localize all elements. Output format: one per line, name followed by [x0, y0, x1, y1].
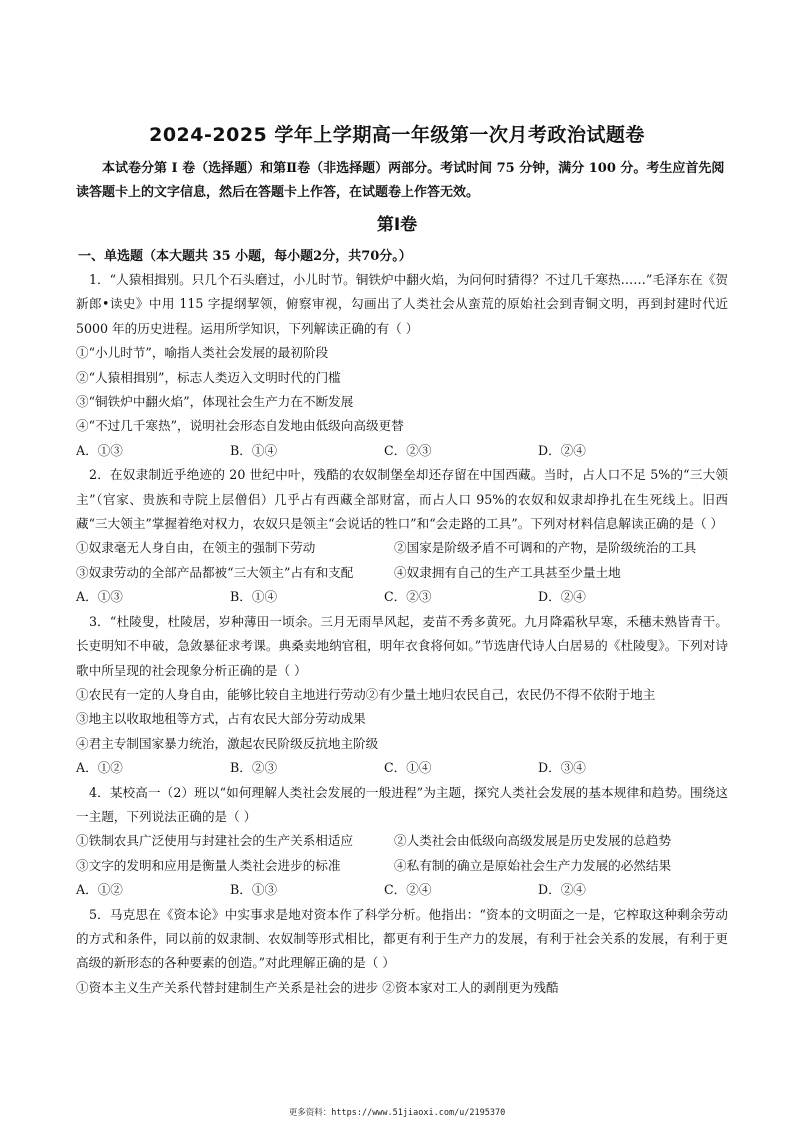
- option-line: ②国家是阶级矛盾不可调和的产物，是阶级统治的工具: [394, 540, 697, 556]
- option-line: ④私有制的确立是原始社会生产力发展的必然结果: [394, 857, 672, 873]
- question-1: [76, 268, 728, 463]
- option-line: ③“铜铁炉中翻火焰”，体现社会生产力在不断发展: [76, 394, 354, 410]
- choice-a: A．①②: [76, 760, 123, 776]
- footer-link-text: 更多资料：https://www.51jiaoxi.com/u/2195370: [288, 1108, 506, 1118]
- option-line: ④“不过几千寒热”，说明社会形态自发地由低级向高级更替: [76, 418, 404, 434]
- choice-c: C．②③: [384, 589, 432, 605]
- choice-a: A．①③: [76, 589, 123, 605]
- choice-a: A．①②: [76, 882, 123, 898]
- answer-choices: [76, 878, 728, 902]
- option-line: ①铁制农具广泛使用与封建社会的生产关系相适应: [76, 833, 354, 849]
- option-line: ②“人猿相揖别”，标志人类迈入文明时代的门槛: [76, 369, 341, 385]
- answer-choices: [76, 439, 728, 463]
- option-line: ③奴隶劳动的全部产品都被“三大领主”占有和支配: [76, 564, 354, 580]
- answer-choices: [76, 585, 728, 609]
- choice-d: D．②④: [538, 882, 586, 898]
- choice-b: B．②③: [230, 760, 278, 776]
- choice-b: B．①③: [230, 882, 278, 898]
- question-2: [76, 463, 728, 609]
- question-3: [76, 610, 728, 781]
- option-row: [76, 536, 728, 560]
- option-line: ③文字的发明和应用是衡量人类社会进步的标准: [76, 857, 341, 873]
- question-4: [76, 781, 728, 903]
- choice-c: C．①④: [384, 760, 432, 776]
- question-5: [76, 903, 728, 1001]
- question-stem: 3．“杜陵叟，杜陵居，岁种薄田一顷余。三月无雨旱风起，麦苗不秀多黄死。九月降霜秋早寒，禾穗未熟皆青干。长吏明知不申破，急敛暴征求考课。典桑卖地纳官租，明年衣食将何如。”节选唐代诗人白居易的《杜陵叟》。下列对诗歌中所呈现的社会现象分析正确的是（ ）: [76, 613, 728, 678]
- choice-d: D．③④: [538, 760, 586, 776]
- section-heading: 一、单选题（本大题共 35 小题，每小题2分，共70分。）: [78, 249, 412, 264]
- question-stem: 5．马克思在《资本论》中实事求是地对资本作了科学分析。他指出：“资本的文明面之一是，它榨取这种剩余劳动的方式和条件，同以前的奴隶制、农奴制等形式相比，都更有利于生产力的发展，有利于社会关系的发展，有利于更高级的新形态的各种要素的创造。”对此理解正确的是（ ）: [76, 906, 728, 971]
- choice-b: B．①④: [230, 442, 278, 458]
- option-row: [76, 854, 728, 878]
- choice-d: D．②④: [538, 442, 586, 458]
- choice-d: D．②④: [538, 589, 586, 605]
- question-stem: 1．“人猿相揖别。只几个石头磨过，小儿时节。铜铁炉中翻火焰，为问何时猜得？不过几千寒热……”毛泽东在《贺新郎•读史》中用 115 字提纲挈领，俯察审视，勾画出了人类社会从蛮荒的原始社会到青铜文明，再到封建时代近 5000 年的历史进程。运用所学知识，下列解读正确的有（ ）: [76, 272, 728, 336]
- option-line: ①农民有一定的人身自由，能够比较自主地进行劳动②有少量土地归农民自己，农民仍不得不依附于地主: [76, 686, 656, 702]
- option-line: ①资本主义生产关系代替封建制生产关系是社会的进步 ②资本家对工人的剥削更为残酷: [76, 979, 559, 995]
- choice-b: B．①④: [230, 589, 278, 605]
- volume-heading: 第Ⅰ卷: [376, 215, 418, 235]
- question-stem: 4．某校高一（2）班以“如何理解人类社会发展的一般进程”为主题，探究人类社会发展的基本规律和趋势。围绕这一主题，下列说法正确的是（ ）: [76, 784, 728, 824]
- option-line: ②人类社会由低级向高级发展是历史发展的总趋势: [394, 833, 672, 849]
- option-line: ④君主专制国家暴力统治，激起农民阶级反抗地主阶级: [76, 735, 379, 751]
- option-line: ④奴隶拥有自己的生产工具甚至少量土地: [394, 564, 621, 580]
- exam-instructions: 本试卷分第 I 卷（选择题）和第Ⅱ卷（非选择题）两部分。考试时间 75 分钟，满分 100 分。考生应首先阅读答题卡上的文字信息，然后在答题卡上作答，在试题卷上作答无效。: [76, 161, 725, 200]
- option-row: [76, 829, 728, 853]
- option-line: ①“小儿时节”，喻指人类社会发展的最初阶段: [76, 345, 329, 361]
- option-line: ③地主以收取地租等方式，占有农民大部分劳动成果: [76, 711, 366, 727]
- option-line: ①奴隶毫无人身自由，在领主的强制下劳动: [76, 540, 316, 556]
- question-stem: 2．在奴隶制近乎绝迹的 20 世纪中叶，残酷的农奴制堡垒却还存留在中国西藏。当时，占人口不足 5%的“三大领主”（官家、贵族和寺院上层僧侣）几乎占有西藏全部财富，而占人口 95%的农奴和奴隶却挣扎在生死线上。旧西藏“三大领主”掌握着绝对权力，农奴只是领主“会说话的牲口”和“会走路的工具”。下列对材料信息解读正确的是（ ）: [76, 467, 728, 532]
- choice-a: A．①③: [76, 442, 123, 458]
- questions-body: [76, 268, 728, 1000]
- exam-title: 2024-2025 学年上学期高一年级第一次月考政治试题卷: [149, 124, 645, 146]
- option-row: [76, 561, 728, 585]
- choice-c: C．②④: [384, 882, 432, 898]
- choice-c: C．②③: [384, 442, 432, 458]
- answer-choices: [76, 756, 728, 780]
